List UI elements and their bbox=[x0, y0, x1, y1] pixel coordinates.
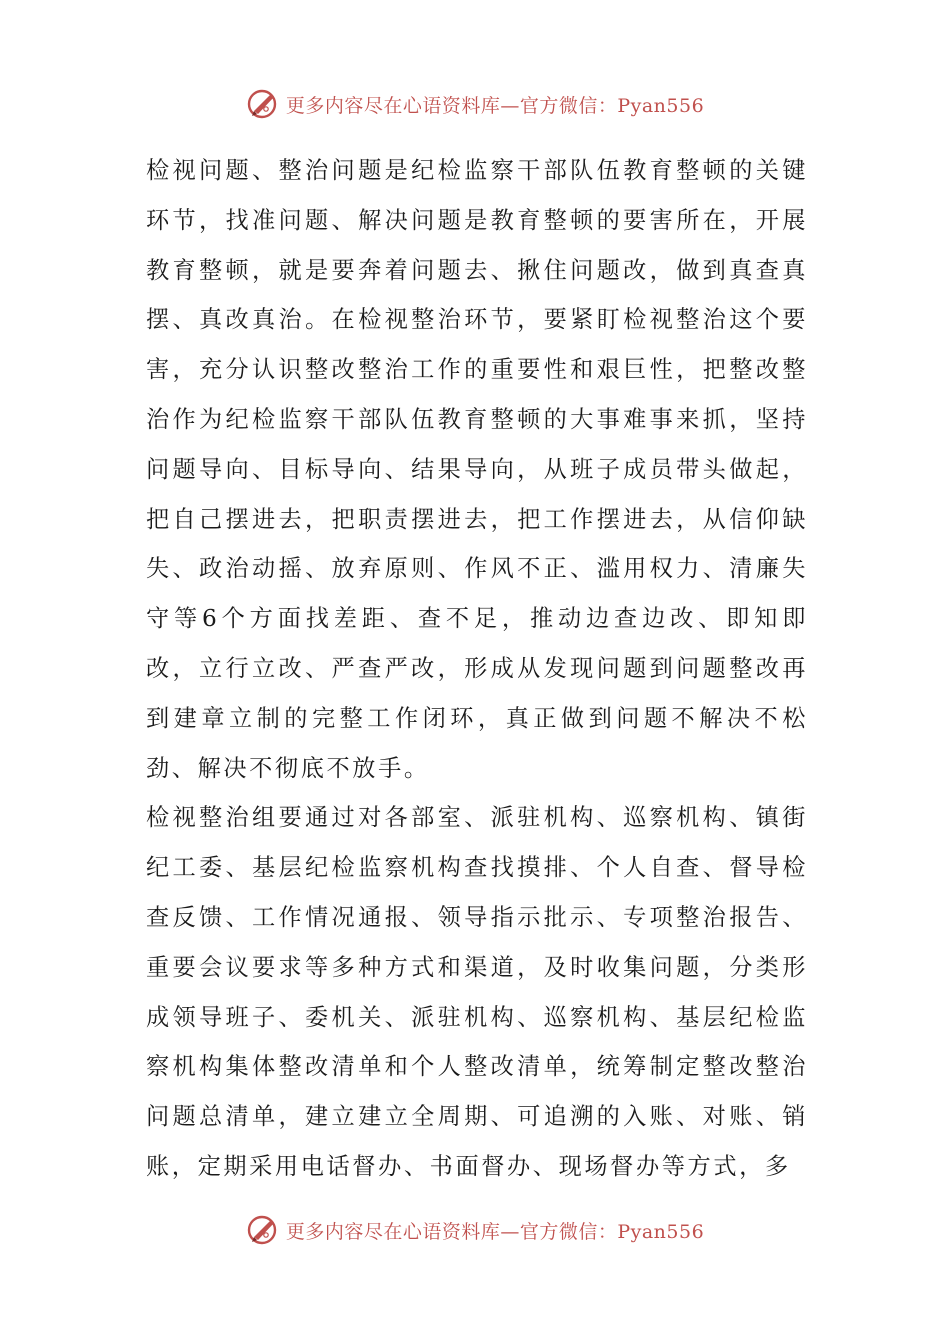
document-body bbox=[146, 146, 808, 1192]
paragraph-2: 检视整治组要通过对各部室、派驻机构、巡察机构、镇街纪工委、基层纪检监察机构查找摸排、个人自查、督导检查反馈、工作情况通报、领导指示批示、专项整治报告、重要会议要求等多种方式和渠道，及时收集问题，分类形成领导班子、委机关、派驻机构、巡察机构、基层纪检监察机构集体整改清单和个人整改清单，统筹制定整改整治问题总清单，建立建立全周期、可追溯的入账、对账、销账，定期采用电话督办、书面督办、现场督办等方式，多 bbox=[146, 804, 808, 1180]
paragraph-1: 检视问题、整治问题是纪检监察干部队伍教育整顿的关键环节，找准问题、解决问题是教育整顿的要害所在，开展教育整顿，就是要奔着问题去、揪住问题改，做到真查真摆、真改真治。在检视整治环节，要紧盯检视整治这个要害，充分认识整改整治工作的重要性和艰巨性，把整改整治作为纪检监察干部队伍教育整顿的大事难事来抓，坚持问题导向、目标导向、结果导向，从班子成员带头做起，把自己摆进去，把职责摆进去，把工作摆进去，从信仰缺失、政治动摇、放弃原则、作风不正、滥用权力、清廉失守等6个方面找差距、查不足，推动边查边改、即知即改，立行立改、严查严改，形成从发现问题到问题整改再到建章立制的完整工作闭环，真正做到问题不解决不松劲、解决不彻底不放手。 bbox=[146, 157, 808, 782]
header-banner bbox=[0, 84, 950, 124]
footer-banner-text: 更多内容尽在心语资料库—官方微信：Pyan556 bbox=[285, 1220, 705, 1243]
footer-banner bbox=[0, 1210, 950, 1250]
pen-seal-logo-icon bbox=[246, 87, 280, 121]
header-banner-text: 更多内容尽在心语资料库—官方微信：Pyan556 bbox=[285, 94, 705, 117]
pen-seal-logo-icon bbox=[246, 1213, 280, 1247]
